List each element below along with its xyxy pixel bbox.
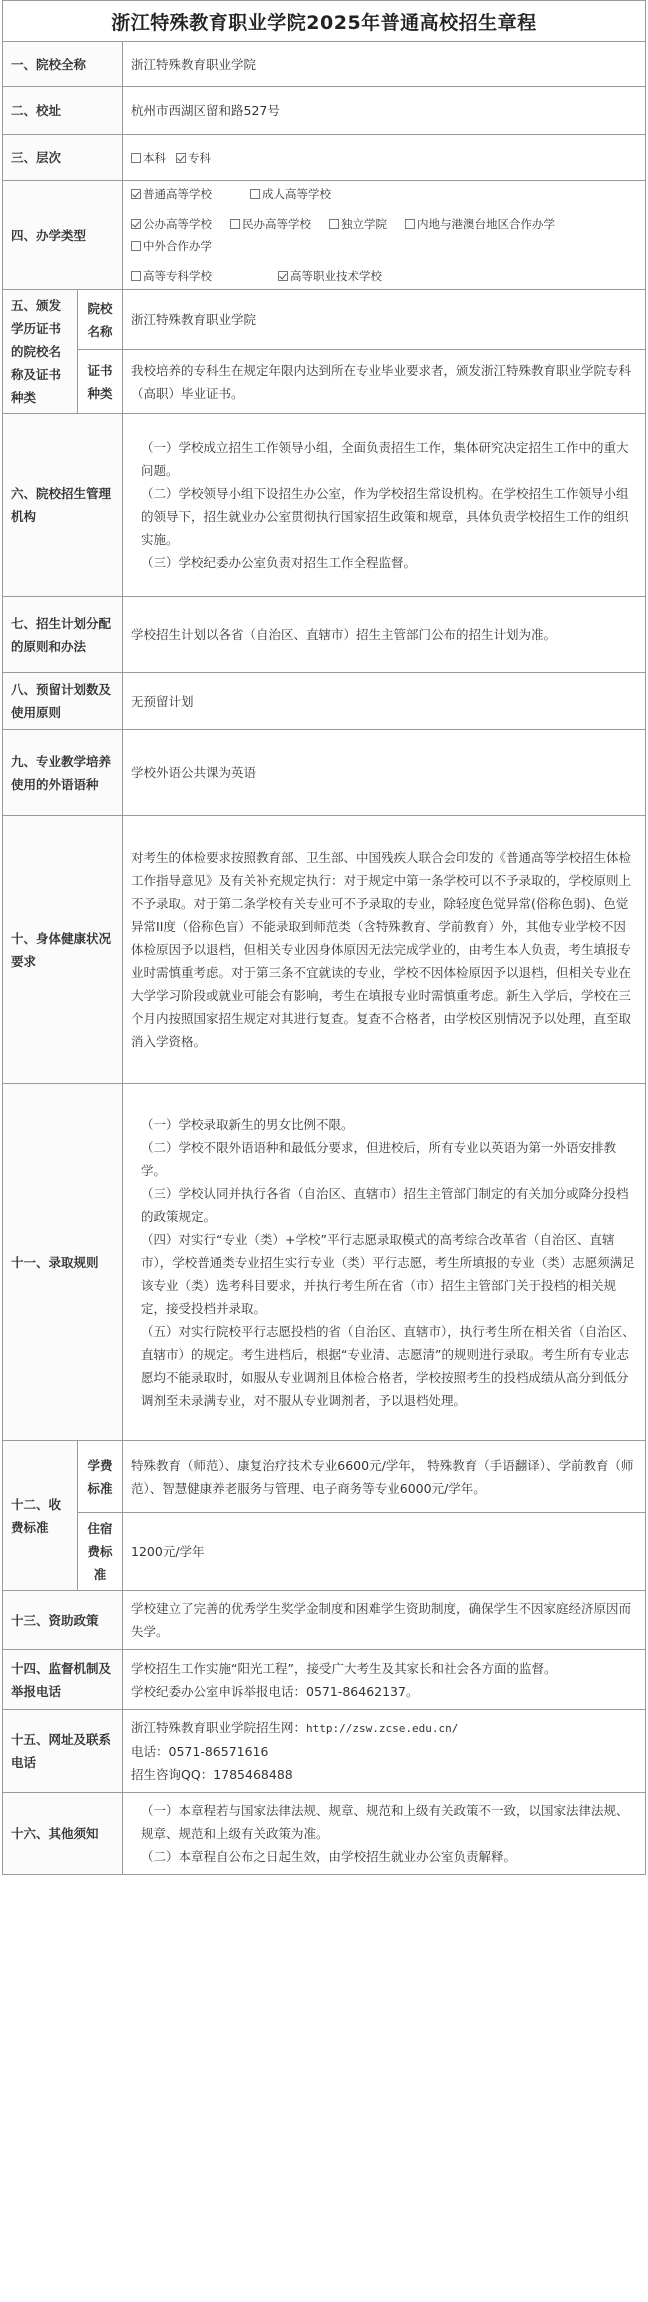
checkbox-icon [131,153,141,163]
organization-para-1: （一）学校成立招生工作领导小组，全面负责招生工作，集体研究决定招生工作中的重大问题。 [141,440,629,478]
supervision-label: 十四、监督机制及举报电话 [3,1650,123,1710]
row-certificate-name [3,290,646,350]
admission-label: 十一、录取规则 [3,1084,123,1441]
type-option-vocational[interactable]: 高等职业技术学校 [278,265,382,287]
tuition-value: 特殊教育（师范）、康复治疗技术专业6600元/学年， 特殊教育（手语翻译）、学前教育（师范）、智慧健康养老服务与管理、电子商务等专业6000元/学年。 [123,1441,646,1513]
certificate-type-label: 证书种类 [78,350,123,414]
checkbox-icon [329,219,339,229]
admission-para-5: （五）对实行院校平行志愿投档的省（自治区、直辖市），执行考生所在相关省（自治区、直辖市）的规定。考生进档后，根据“专业清、志愿清”的规则进行录取。考生所有专业志愿均不能录取时，如服从专业调剂且体检合格者，学校按照考生的投档成绩从高分到低分调剂至未录满专业，对不服从专业调剂者，予以退档处理。 [141,1323,635,1408]
other-para-1: （一）本章程若与国家法律法规、规章、规范和上级有关政策不一致，以国家法律法规、规章、规范和上级有关政策为准。 [141,1803,629,1841]
row-aid [3,1591,646,1650]
organization-value [123,414,646,597]
organization-label: 六、院校招生管理机构 [3,414,123,597]
certificate-label: 五、颁发学历证书的院校名称及证书种类 [3,290,78,414]
school-type-label: 四、办学类型 [3,181,123,290]
school-name-label: 一、院校全称 [3,42,123,87]
type-option-private[interactable]: 民办高等学校 [230,213,311,235]
site-label: 浙江特殊教育职业学院招生网： [131,1720,307,1735]
row-school-type [3,181,646,290]
certificate-name-label: 院校名称 [78,290,123,350]
tuition-label: 学费标准 [78,1441,123,1513]
school-type-options [123,181,646,290]
dorm-label: 住宿费标准 [78,1513,123,1591]
supervision-line-2: 学校纪委办公室申诉举报电话：0571-86462137。 [131,1683,419,1699]
type-option-junior-college[interactable]: 高等专科学校 [131,265,212,287]
supervision-line-1: 学校招生工作实施“阳光工程”，接受广大考生及其家长和社会各方面的监督。 [131,1660,557,1676]
row-admission [3,1084,646,1441]
checkbox-checked-icon [176,153,186,163]
row-reserve [3,673,646,730]
plan-value: 学校招生计划以各省（自治区、直辖市）招生主管部门公布的招生计划为准。 [123,597,646,673]
reserve-label: 八、预留计划数及使用原则 [3,673,123,730]
row-certificate-type [3,350,646,414]
type-option-public[interactable]: 公办高等学校 [131,213,212,235]
row-level [3,135,646,181]
health-label: 十、身体健康状况要求 [3,816,123,1084]
row-other [3,1793,646,1875]
admission-para-2: （二）学校不限外语语种和最低分要求，但进校后，所有专业以英语为第一外语安排教学。 [141,1139,617,1178]
row-health [3,816,646,1084]
checkbox-checked-icon [278,271,288,281]
checkbox-checked-icon [131,189,141,199]
certificate-type-value: 我校培养的专科生在规定年限内达到所在专业毕业要求者，颁发浙江特殊教育职业学院专科（高职）毕业证书。 [123,350,646,414]
row-organization [3,414,646,597]
checkbox-icon [131,241,141,251]
contact-phone: 电话：0571-86571616 [131,1744,269,1759]
school-name-value: 浙江特殊教育职业学院 [123,42,646,87]
supervision-value [123,1650,646,1710]
checkbox-icon [131,271,141,281]
address-label: 二、校址 [3,87,123,135]
row-language [3,730,646,816]
admission-value [123,1084,646,1441]
type-option-sino-foreign[interactable]: 中外合作办学 [131,235,212,257]
contact-value [123,1710,646,1793]
level-option-junior-college[interactable]: 专科 [176,147,211,170]
checkbox-icon [405,219,415,229]
checkbox-icon [230,219,240,229]
certificate-name-value: 浙江特殊教育职业学院 [123,290,646,350]
admission-para-3: （三）学校认同并执行各省（自治区、直辖市）招生主管部门制定的有关加分或降分投档的政策规定。 [141,1185,629,1224]
other-value [123,1793,646,1875]
checkbox-icon [250,189,260,199]
plan-label: 七、招生计划分配的原则和办法 [3,597,123,673]
dorm-value: 1200元/学年 [123,1513,646,1591]
type-option-adult[interactable]: 成人高等学校 [250,183,331,205]
admission-para-4: （四）对实行“专业（类）+学校”平行志愿录取模式的高考综合改革省（自治区、直辖市），学校普通类专业招生实行专业（类）平行志愿，考生所填报的专业（类）志愿须满足该专业（类）选考科目要求，并执行考生所在省（市）招生主管部门关于投档的相关规定，接受投档并录取。 [141,1231,635,1316]
type-option-regular[interactable]: 普通高等学校 [131,183,212,205]
row-plan [3,597,646,673]
contact-qq: 招生咨询QQ：1785468488 [131,1767,293,1782]
language-label: 九、专业教学培养使用的外语语种 [3,730,123,816]
health-value: 对考生的体检要求按照教育部、卫生部、中国残疾人联合会印发的《普通高等学校招生体检工作指导意见》及有关补充规定执行：对于规定中第一条学校可以不予录取的，学校原则上不予录取。对于第二条学校有关专业可不予录取的专业，除轻度色觉异常(俗称色弱)、色觉异常II度（俗称色盲）不能录取到师范类（含特殊教育、学前教育）外，其他专业学校不因体检原因予以退档，但相关专业因身体原因无法完成学业的，由考生本人负责，考生填报专业时需慎重考虑。对于第三条不宜就读的专业，学校不因体检原因予以退档，但相关专业在大学学习阶段或就业可能会有影响，考生在填报专业时需慎重考虑。新生入学后，学校在三个月内按照国家招生规定对其进行复查。复查不合格者，由学校区别情况予以处理，直至取消入学资格。 [123,816,646,1084]
other-para-2: （二）本章程自公布之日起生效，由学校招生就业办公室负责解释。 [141,1849,517,1864]
other-label: 十六、其他须知 [3,1793,123,1875]
row-contact [3,1710,646,1793]
level-label: 三、层次 [3,135,123,181]
row-school-name [3,42,646,87]
row-fees-tuition [3,1441,646,1513]
admission-para-1: （一）学校录取新生的男女比例不限。 [141,1116,354,1132]
level-option-undergraduate[interactable]: 本科 [131,147,166,170]
row-supervision [3,1650,646,1710]
aid-label: 十三、资助政策 [3,1591,123,1650]
page-title: 浙江特殊教育职业学院2025年普通高校招生章程 [2,0,646,41]
reserve-value: 无预留计划 [123,673,646,730]
site-link[interactable]: http://zsw.zcse.edu.cn/ [306,1722,459,1735]
row-fees-dorm [3,1513,646,1591]
organization-para-2: （二）学校领导小组下设招生办公室，作为学校招生常设机构。在学校招生工作领导小组的领导下，招生就业办公室贯彻执行国家招生政策和规章，具体负责学校招生工作的组织实施。 [141,486,629,547]
address-value: 杭州市西湖区留和路527号 [123,87,646,135]
type-option-independent[interactable]: 独立学院 [329,213,387,235]
contact-label: 十五、网址及联系电话 [3,1710,123,1793]
level-options [123,135,646,181]
aid-value: 学校建立了完善的优秀学生奖学金制度和困难学生资助制度，确保学生不因家庭经济原因而失学。 [123,1591,646,1650]
type-option-hk-mo-tw[interactable]: 内地与港澳台地区合作办学 [405,213,555,235]
checkbox-checked-icon [131,219,141,229]
language-value: 学校外语公共课为英语 [123,730,646,816]
charter-table [2,41,646,1875]
organization-para-3: （三）学校纪委办公室负责对招生工作全程监督。 [141,555,417,570]
row-address [3,87,646,135]
fees-label: 十二、收费标准 [3,1441,78,1591]
